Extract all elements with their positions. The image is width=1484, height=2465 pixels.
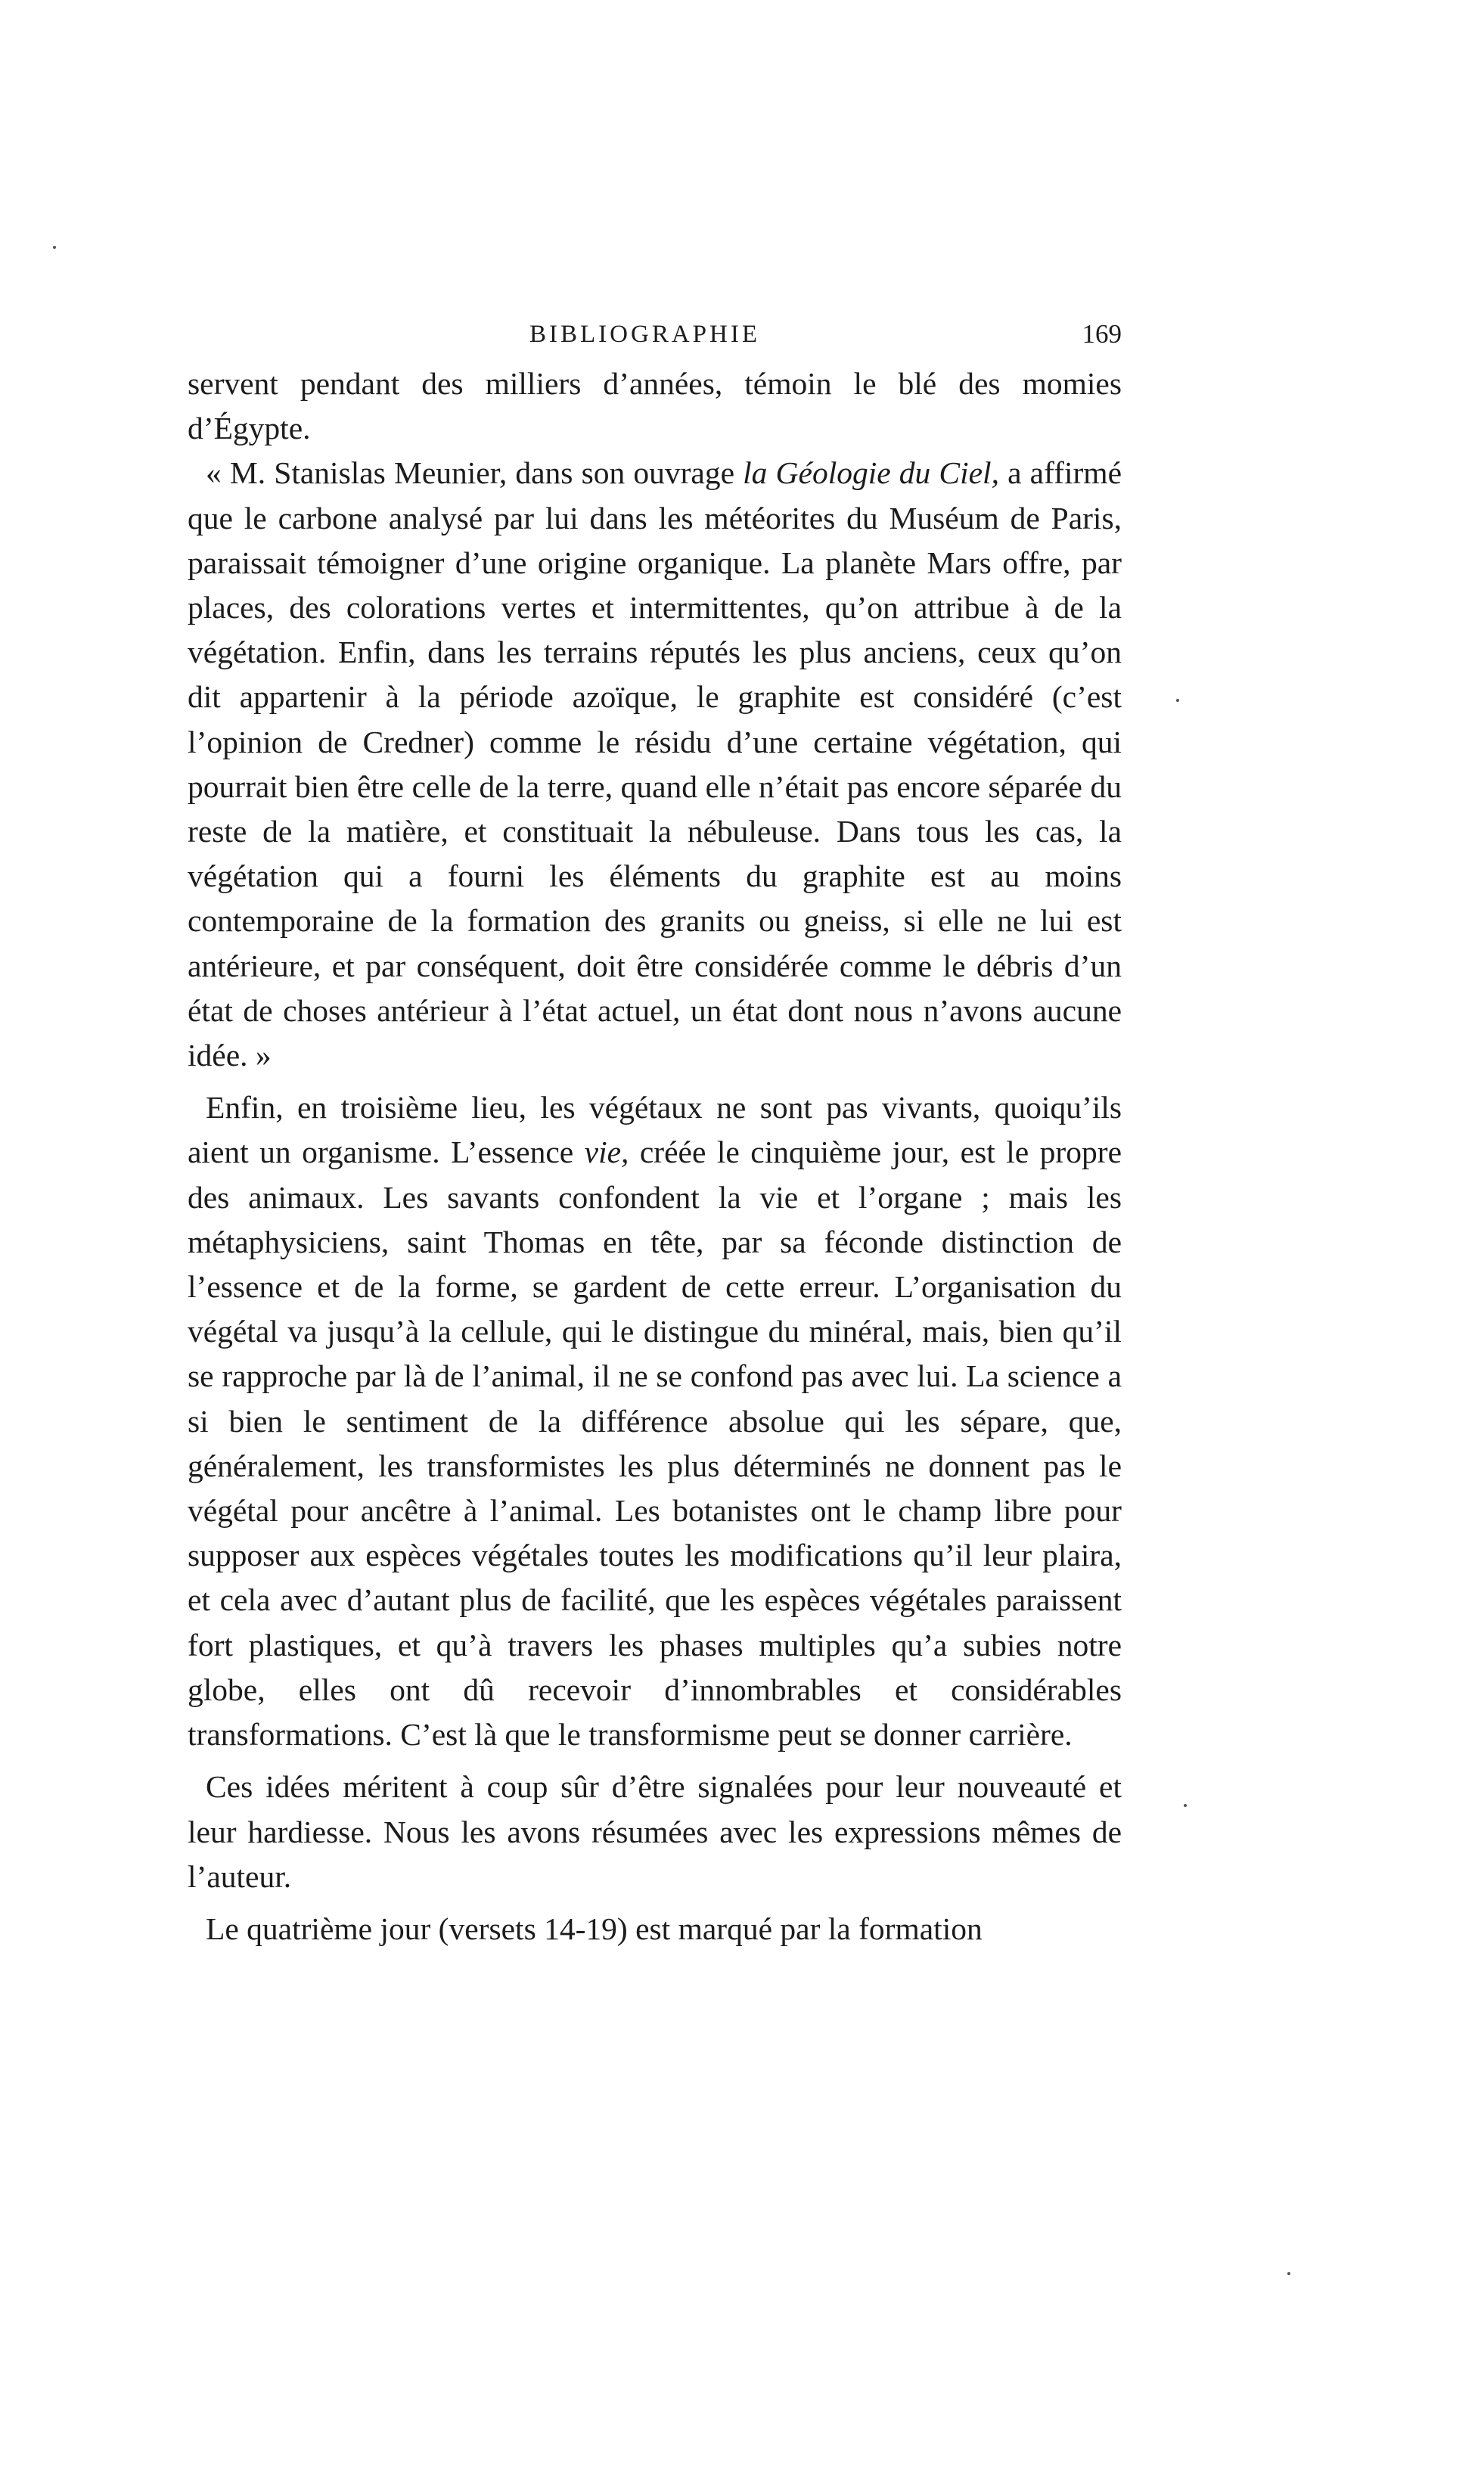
paragraph-text: Enfin, en troisième lieu, les végétaux ne sont pas vivants, quoiqu’ils aient un organisme. L’essence xyxy=(188,1090,1122,1170)
paragraph-continuation xyxy=(188,362,1122,451)
running-title: BIBLIOGRAPHIE xyxy=(529,321,760,348)
paragraph-text: a affirmé que le carbone analysé par lui dans les météorites du Muséum de Paris, paraissait témoigner d’une origine organique. La planète Mars offre, par places, des colorations vertes et intermittentes, qu’on attribue à de la végétation. Enfin, dans les terrains réputés les plus anciens, ceux qu’on dit appartenir à la période azoïque, le graphite est considéré (c’est l’opinion de Credner) comme le résidu d’une certaine végétation, qui pourrait bien être celle de la terre, quand elle n’était pas encore séparée du reste de la matière, et constituait la nébuleuse. Dans tous les cas, la végétation qui a fourni les éléments du graphite est au moins contemporaine de la formation des granits ou gneiss, si elle ne lui est antérieure, et par conséquent, doit être considérée comme le débris d’un état de choses antérieur à l’état actuel, un état dont nous n’avons aucune idée. » xyxy=(188,455,1122,1073)
paragraph-text: créée le cinquième jour, est le propre des animaux. Les savants confondent la vie et l’organe ; mais les métaphysiciens, saint Thomas en tête, par sa féconde distinction de l’essence et de la forme, se gardent de cette erreur. L’organisation du végétal va jusqu’à la cellule, qui le distingue du minéral, mais, bien qu’il se rapproche par là de l’animal, il ne se confond pas avec lui. La science a si bien le sentiment de la différence absolue qui les sépare, que, généralement, les transformistes les plus déterminés ne donnent pas le végétal pour ancêtre à l’animal. Les botanistes ont le champ libre pour supposer aux espèces végétales toutes les modifications qu’il leur plaira, et cela avec d’autant plus de facilité, que les espèces végétales paraissent fort plastiques, et qu’à travers les phases multiples qu’a subies notre globe, elles ont dû recevoir d’innombrables et considérables transformations. C’est là que le transformisme peut se donner carrière. xyxy=(188,1135,1122,1753)
body-text xyxy=(188,362,1122,1951)
paragraph-text: Le quatrième jour (versets 14-19) est marqué par la formation xyxy=(206,1911,983,1946)
paragraph-text: servent pendant des milliers d’années, témoin le blé des momies d’Égypte. xyxy=(188,366,1122,446)
paragraph-third-point xyxy=(188,1085,1122,1757)
paragraph-commentary xyxy=(188,1765,1122,1899)
paper-speck xyxy=(53,246,56,249)
italic-term: vie, xyxy=(584,1135,629,1170)
paragraph-quotation xyxy=(188,451,1122,1078)
paper-speck xyxy=(1287,2272,1290,2275)
paper-speck xyxy=(1176,699,1179,702)
page-number: 169 xyxy=(1082,319,1122,349)
paper-speck xyxy=(1184,1804,1187,1807)
paragraph-fourth-day xyxy=(188,1907,1122,1951)
book-title-italic: la Géologie du Ciel, xyxy=(743,455,999,491)
page-header xyxy=(188,312,1122,357)
paragraph-text: « M. Stanislas Meunier, dans son ouvrage xyxy=(206,455,744,491)
paragraph-text: Ces idées méritent à coup sûr d’être signalées pour leur nouveauté et leur hardiesse. Nous les avons résumées avec les expressions mêmes de l’auteur. xyxy=(188,1769,1122,1894)
